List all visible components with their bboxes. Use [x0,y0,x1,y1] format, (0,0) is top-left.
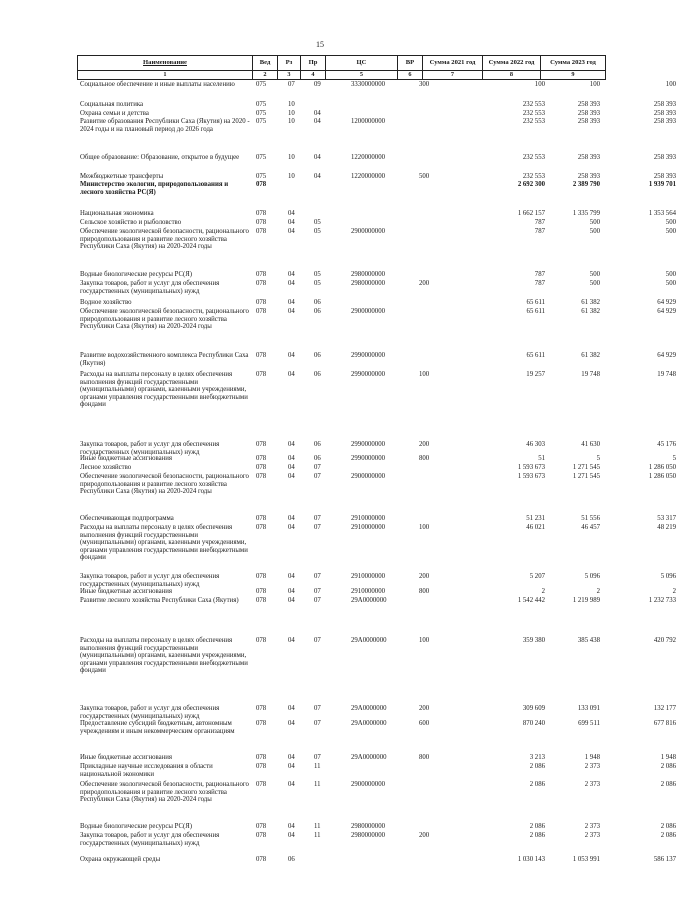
cell-s2023: 2 086 [660,781,676,788]
cell-name: Расходы на выплаты персоналу в целях обеспечения выполнения функций государственными (муниципальными) органами, казенными учреждениями, органами управления государственными внебюджетными фондами [80,524,248,562]
cell-pr: 05 [314,219,321,226]
cell-s2023: 500 [665,280,676,287]
cell-s2023: 48 219 [657,524,676,531]
cell-s2022: 1 053 991 [572,856,600,863]
cell-pr: 07 [314,464,321,471]
cell-cs: 1220000000 [351,154,385,161]
cell-pr: 06 [314,352,321,359]
cell-pr: 04 [314,154,321,161]
cell-ved: 078 [256,856,267,863]
cell-rz: 04 [288,781,295,788]
cell-rz: 10 [288,110,295,117]
cell-rz: 04 [288,308,295,315]
cell-ved: 075 [256,173,267,180]
cell-rz: 04 [288,280,295,287]
cell-s2021: 2 086 [529,763,545,770]
cell-vr: 300 [419,81,430,88]
cell-s2023: 258 393 [653,118,676,125]
cell-name: Закупка товаров, работ и услуг для обеспечения государственных (муниципальных) нужд [80,705,220,720]
cell-s2023: 2 086 [660,823,676,830]
cell-name: Развитие водохозяйственного комплекса Республики Саха (Якутия) [80,352,249,367]
cell-name: Водное хозяйство [80,299,132,306]
cell-name: Развитие лесного хозяйства Республики Саха (Якутия) [80,597,239,604]
col-header-pr: Пр [301,56,326,71]
cell-s2023: 5 096 [660,573,676,580]
cell-ved: 078 [256,763,267,770]
cell-s2021: 787 [534,219,545,226]
cell-rz: 07 [288,81,295,88]
cell-vr: 200 [419,832,430,839]
cell-name: Охрана семьи и детства [80,110,149,117]
cell-s2022: 500 [589,219,600,226]
cell-rz: 04 [288,299,295,306]
cell-cs: 29А0000000 [351,754,387,761]
cell-name: Иные бюджетные ассигнования [80,588,173,595]
cell-rz: 04 [288,763,295,770]
cell-ved: 078 [256,823,267,830]
col-number: 7 [423,71,483,80]
cell-s2022: 1 271 545 [572,473,600,480]
cell-pr: 07 [314,573,321,580]
cell-s2022: 41 630 [581,441,600,448]
cell-s2022: 61 382 [581,299,600,306]
cell-s2023: 258 393 [653,154,676,161]
cell-s2022: 258 393 [577,118,600,125]
cell-name: Предоставление субсидий бюджетным, автономным учреждениям и иным некоммерческим организациям [80,720,235,735]
cell-s2022: 5 096 [584,573,600,580]
col-number: 3 [278,71,301,80]
cell-cs: 2990000000 [351,441,385,448]
cell-s2021: 232 553 [522,101,545,108]
cell-pr: 04 [314,173,321,180]
cell-vr: 600 [419,720,430,727]
cell-cs: 2980000000 [351,823,385,830]
cell-s2022: 500 [589,271,600,278]
cell-ved: 078 [256,228,267,235]
cell-rz: 04 [288,720,295,727]
col-header-cs: ЦС [326,56,398,71]
cell-s2021: 787 [534,271,545,278]
cell-name: Закупка товаров, работ и услуг для обеспечения государственных (муниципальных) нужд [80,832,220,847]
cell-s2022: 2 373 [584,781,600,788]
col-number: 2 [253,71,278,80]
cell-ved: 078 [256,573,267,580]
cell-cs: 2900000000 [351,781,385,788]
cell-s2023: 677 816 [653,720,676,727]
cell-ved: 078 [256,588,267,595]
cell-ved: 078 [256,219,267,226]
cell-ved: 078 [256,597,267,604]
cell-s2021: 870 240 [522,720,545,727]
cell-ved: 078 [256,637,267,644]
cell-pr: 11 [314,832,321,839]
cell-s2023: 45 176 [657,441,676,448]
cell-s2021: 787 [534,280,545,287]
cell-s2021: 51 [538,455,545,462]
cell-rz: 04 [288,228,295,235]
cell-s2021: 2 086 [529,832,545,839]
cell-vr: 800 [419,588,430,595]
cell-s2021: 232 553 [522,110,545,117]
cell-cs: 2980000000 [351,280,385,287]
cell-s2021: 65 611 [526,308,545,315]
cell-rz: 04 [288,371,295,378]
cell-s2023: 2 086 [660,832,676,839]
cell-s2022: 1 271 545 [572,464,600,471]
col-header-name: Наименование [78,56,253,71]
cell-rz: 10 [288,154,295,161]
col-header-sum-2021: Сумма 2021 год [423,56,483,71]
cell-ved: 075 [256,118,267,125]
cell-name: Обеспечение экологической безопасности, рационального природопользования и развитие лесного хозяйства Республики Саха (Якутия) на 2020-2024 годы [80,308,249,331]
cell-cs: 2990000000 [351,455,385,462]
cell-s2022: 133 091 [577,705,600,712]
cell-s2021: 232 553 [522,173,545,180]
cell-s2023: 500 [665,271,676,278]
cell-ved: 078 [256,280,267,287]
cell-s2023: 1 286 050 [648,473,676,480]
cell-s2023: 2 [672,588,676,595]
cell-rz: 04 [288,219,295,226]
cell-ved: 078 [256,515,267,522]
cell-rz: 04 [288,515,295,522]
cell-s2023: 53 317 [657,515,676,522]
col-header-ved: Вед [253,56,278,71]
cell-pr: 05 [314,280,321,287]
cell-s2022: 2 373 [584,832,600,839]
cell-pr: 07 [314,720,321,727]
cell-ved: 078 [256,455,267,462]
cell-ved: 078 [256,210,267,217]
cell-cs: 2980000000 [351,832,385,839]
cell-s2023: 64 929 [657,299,676,306]
cell-s2021: 19 257 [526,371,545,378]
cell-s2022: 1 219 989 [572,597,600,604]
cell-pr: 11 [314,763,321,770]
cell-name: Обеспечение экологической безопасности, рационального природопользования и развитие лесного хозяйства Республики Саха (Якутия) на 2020-2024 годы [80,473,249,496]
cell-pr: 07 [314,515,321,522]
cell-ved: 078 [256,473,267,480]
cell-s2022: 61 382 [581,308,600,315]
cell-s2022: 61 382 [581,352,600,359]
cell-ved: 078 [256,308,267,315]
cell-cs: 2980000000 [351,271,385,278]
cell-s2022: 258 393 [577,110,600,117]
cell-rz: 04 [288,210,295,217]
cell-pr: 07 [314,705,321,712]
cell-vr: 200 [419,280,430,287]
cell-s2021: 1 030 143 [517,856,545,863]
cell-rz: 04 [288,455,295,462]
header-number-row [78,71,606,80]
cell-ved: 078 [256,441,267,448]
cell-ved: 078 [256,181,267,188]
cell-pr: 07 [314,473,321,480]
cell-pr: 07 [314,754,321,761]
cell-cs: 2910000000 [351,573,385,580]
col-number: 8 [483,71,541,80]
cell-vr: 200 [419,573,430,580]
cell-s2021: 2 086 [529,823,545,830]
cell-s2023: 1 948 [660,754,676,761]
cell-vr: 800 [419,754,430,761]
cell-s2022: 258 393 [577,173,600,180]
cell-rz: 04 [288,754,295,761]
cell-ved: 075 [256,154,267,161]
col-number: 4 [301,71,326,80]
cell-name: Общее образование: Образование, открытое в будущее [80,154,240,161]
cell-cs: 1220000000 [351,173,385,180]
cell-s2023: 1 939 701 [648,181,676,188]
cell-pr: 06 [314,299,321,306]
cell-s2022: 46 457 [581,524,600,531]
cell-name: Министерство экологии, природопользования и лесного хозяйства РС(Я) [80,181,229,196]
cell-s2021: 787 [534,228,545,235]
cell-name: Охрана окружающей среды [80,856,161,863]
cell-ved: 078 [256,371,267,378]
cell-s2022: 500 [589,280,600,287]
header-row [78,56,606,71]
table-header [77,55,606,80]
cell-s2021: 46 021 [526,524,545,531]
cell-s2022: 2 373 [584,763,600,770]
cell-s2023: 500 [665,219,676,226]
cell-rz: 04 [288,823,295,830]
cell-name: Развитие образования Республики Саха (Якутия) на 2020 - 2024 годы и на плановый период до 2026 года [80,118,250,133]
cell-name: Закупка товаров, работ и услуг для обеспечения государственных (муниципальных) нужд [80,573,220,588]
cell-ved: 078 [256,524,267,531]
cell-s2021: 309 609 [522,705,545,712]
cell-name: Расходы на выплаты персоналу в целях обеспечения выполнения функций государственными (муниципальными) органами, казенными учреждениями, органами управления государственными внебюджетными фондами [80,637,248,675]
cell-pr: 09 [314,81,321,88]
cell-s2021: 1 593 673 [517,473,545,480]
cell-name: Водные биологические ресурсы РС(Я) [80,271,193,278]
cell-s2022: 258 393 [577,154,600,161]
cell-s2023: 132 177 [653,705,676,712]
cell-pr: 11 [314,823,321,830]
cell-name: Социальная политика [80,101,144,108]
cell-rz: 04 [288,705,295,712]
cell-s2022: 500 [589,228,600,235]
cell-pr: 05 [314,228,321,235]
cell-vr: 100 [419,637,430,644]
cell-s2023: 1 286 050 [648,464,676,471]
cell-cs: 29А0000000 [351,705,387,712]
cell-rz: 10 [288,101,295,108]
cell-name: Лесное хозяйство [80,464,132,471]
cell-ved: 078 [256,464,267,471]
cell-s2021: 2 [541,588,545,595]
cell-s2023: 1 232 733 [648,597,676,604]
cell-vr: 100 [419,524,430,531]
cell-name: Иные бюджетные ассигнования [80,455,173,462]
cell-ved: 078 [256,832,267,839]
cell-pr: 05 [314,271,321,278]
cell-rz: 04 [288,271,295,278]
cell-s2021: 232 553 [522,118,545,125]
cell-pr: 07 [314,597,321,604]
cell-name: Прикладные научные исследования в области национальной экономики [80,763,213,778]
cell-s2023: 19 748 [657,371,676,378]
cell-s2021: 2 086 [529,781,545,788]
cell-s2023: 586 137 [653,856,676,863]
cell-rz: 04 [288,588,295,595]
cell-s2021: 1 593 673 [517,464,545,471]
cell-pr: 11 [314,781,321,788]
page-number: 15 [316,40,324,49]
cell-vr: 100 [419,371,430,378]
cell-s2021: 46 303 [526,441,545,448]
cell-ved: 078 [256,754,267,761]
cell-s2023: 64 929 [657,308,676,315]
cell-s2021: 65 611 [526,299,545,306]
cell-rz: 06 [288,856,295,863]
cell-cs: 2900000000 [351,228,385,235]
cell-ved: 078 [256,352,267,359]
cell-cs: 29А0000000 [351,720,387,727]
cell-ved: 075 [256,81,267,88]
col-header-sum-2022: Сумма 2022 год [483,56,541,71]
cell-vr: 500 [419,173,430,180]
cell-s2022: 2 389 790 [572,181,600,188]
cell-rz: 04 [288,637,295,644]
cell-s2022: 258 393 [577,101,600,108]
cell-cs: 2910000000 [351,524,385,531]
cell-rz: 10 [288,173,295,180]
col-header-vr: ВР [398,56,423,71]
cell-s2021: 65 611 [526,352,545,359]
cell-rz: 10 [288,118,295,125]
cell-pr: 06 [314,371,321,378]
cell-cs: 2910000000 [351,588,385,595]
cell-s2023: 1 353 564 [648,210,676,217]
cell-s2021: 51 231 [526,515,545,522]
cell-vr: 200 [419,705,430,712]
cell-pr: 07 [314,588,321,595]
cell-name: Обеспечение экологической безопасности, рационального природопользования и развитие лесного хозяйства Республики Саха (Якутия) на 2020-2024 годы [80,781,249,804]
cell-s2023: 258 393 [653,110,676,117]
cell-s2021: 232 553 [522,154,545,161]
cell-rz: 04 [288,464,295,471]
cell-cs: 2990000000 [351,352,385,359]
cell-s2022: 699 511 [578,720,600,727]
cell-s2021: 5 207 [529,573,545,580]
cell-s2022: 385 438 [577,637,600,644]
cell-name: Закупка товаров, работ и услуг для обеспечения государственных (муниципальных) нужд [80,441,220,456]
cell-s2023: 258 393 [653,101,676,108]
cell-rz: 04 [288,832,295,839]
cell-s2021: 359 380 [522,637,545,644]
col-number: 6 [398,71,423,80]
cell-name: Расходы на выплаты персоналу в целях обеспечения выполнения функций государственными (муниципальными) органами, казенными учреждениями, органами управления государственными внебюджетными фондами [80,371,248,409]
cell-s2023: 64 929 [657,352,676,359]
cell-s2023: 100 [665,81,676,88]
cell-pr: 07 [314,524,321,531]
cell-s2022: 2 [596,588,600,595]
cell-s2022: 1 335 799 [572,210,600,217]
cell-vr: 200 [419,441,430,448]
cell-cs: 2900000000 [351,473,385,480]
cell-s2022: 2 373 [584,823,600,830]
cell-s2021: 1 662 157 [517,210,545,217]
cell-cs: 2900000000 [351,308,385,315]
cell-rz: 04 [288,524,295,531]
cell-cs: 1200000000 [351,118,385,125]
cell-ved: 078 [256,271,267,278]
cell-s2022: 19 748 [581,371,600,378]
cell-vr: 800 [419,455,430,462]
cell-s2023: 5 [672,455,676,462]
cell-s2021: 1 542 442 [517,597,545,604]
cell-name: Обеспечение экологической безопасности, рационального природопользования и развитие лесного хозяйства Республики Саха (Якутия) на 2020-2024 годы [80,228,249,251]
cell-s2023: 500 [665,228,676,235]
cell-s2022: 51 556 [581,515,600,522]
cell-pr: 07 [314,637,321,644]
cell-name: Иные бюджетные ассигнования [80,754,173,761]
cell-cs: 2990000000 [351,371,385,378]
cell-rz: 04 [288,597,295,604]
cell-pr: 06 [314,455,321,462]
cell-s2021: 100 [534,81,545,88]
cell-pr: 06 [314,308,321,315]
cell-name: Закупка товаров, работ и услуг для обеспечения государственных (муниципальных) нужд [80,280,220,295]
cell-cs: 2910000000 [351,515,385,522]
cell-s2022: 1 948 [584,754,600,761]
cell-ved: 078 [256,781,267,788]
cell-cs: 29А0000000 [351,597,387,604]
col-number: 5 [326,71,398,80]
cell-s2023: 420 792 [653,637,676,644]
cell-rz: 04 [288,441,295,448]
col-number: 9 [541,71,606,80]
cell-name: Обеспечивающая подпрограмма [80,515,174,522]
cell-name: Межбюджетные трансферты [80,173,164,180]
cell-name: Социальное обеспечение и иные выплаты населению [80,81,235,88]
cell-s2023: 258 393 [653,173,676,180]
cell-rz: 04 [288,573,295,580]
cell-name: Национальная экономика [80,210,154,217]
cell-rz: 04 [288,352,295,359]
cell-s2021: 2 692 300 [517,181,545,188]
col-header-sum-2023: Сумма 2023 год [541,56,606,71]
cell-pr: 04 [314,110,321,117]
cell-name: Сельское хозяйство и рыболовство [80,219,182,226]
cell-s2021: 3 213 [529,754,545,761]
cell-pr: 06 [314,441,321,448]
cell-ved: 078 [256,705,267,712]
cell-s2022: 5 [596,455,600,462]
cell-s2023: 2 086 [660,763,676,770]
cell-ved: 078 [256,720,267,727]
cell-rz: 04 [288,473,295,480]
cell-name: Водные биологические ресурсы РС(Я) [80,823,193,830]
cell-ved: 075 [256,110,267,117]
col-number: 1 [78,71,253,80]
cell-cs: 29А0000000 [351,637,387,644]
col-header-rz: Рз [278,56,301,71]
cell-ved: 075 [256,101,267,108]
cell-cs: 3330000000 [351,81,385,88]
cell-s2022: 100 [589,81,600,88]
cell-ved: 078 [256,299,267,306]
cell-pr: 04 [314,118,321,125]
